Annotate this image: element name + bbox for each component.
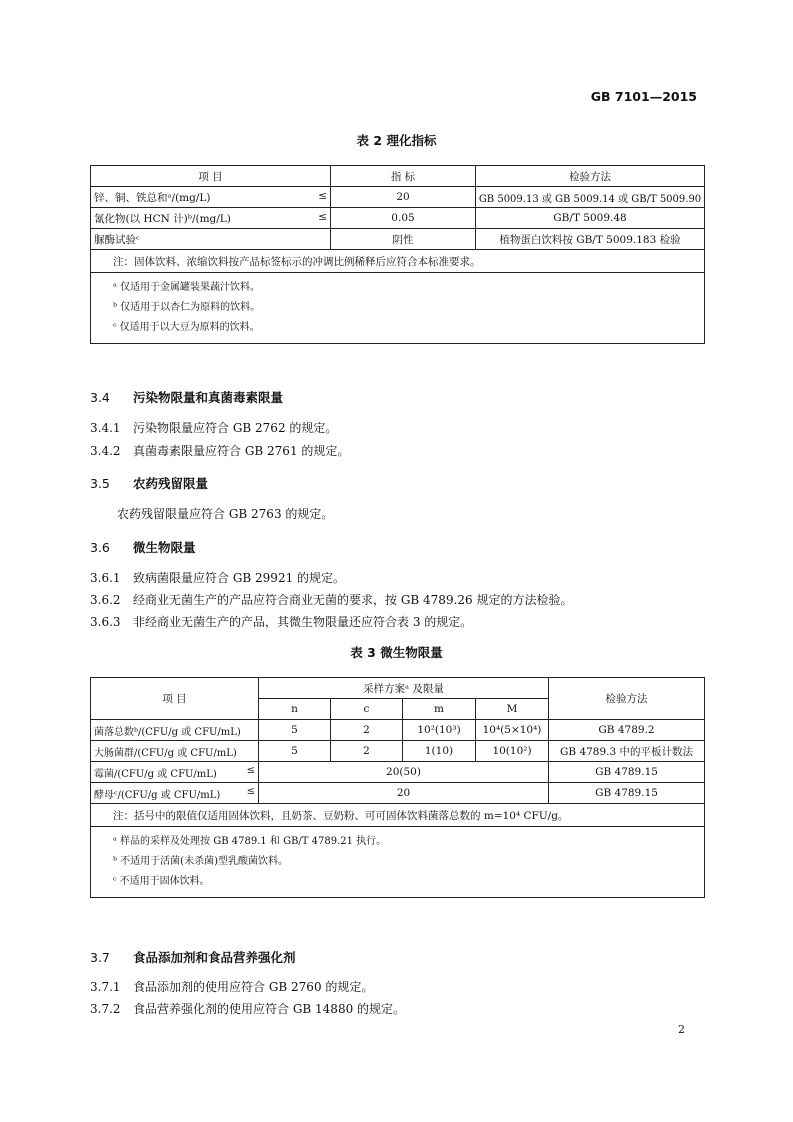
table-row [91,720,705,741]
table-cell-method: GB 5009.13 或 GB 5009.14 或 GB/T 5009.90 [476,187,705,208]
table-cell-method: GB 4789.15 [549,783,705,804]
table2-footnotes-row [91,273,705,344]
standard-code: GB 7101—2015 [590,89,697,104]
section-3-7-1: 3.7.1 食品添加剂的使用应符合 GB 2760 的规定。 [90,980,374,994]
table-cell-c: 2 [331,741,403,762]
section-3-5-heading: 3.5 农药残留限量 [90,476,209,491]
table3-note: 注：括号中的限值仅适用固体饮料，且奶茶、豆奶粉、可可固体饮料菌落总数的 m=10⁴ CFU/g。 [91,804,705,827]
table2-note: 注：固体饮料、浓缩饮料按产品标签标示的冲调比例稀释后应符合本标准要求。 [91,250,705,273]
table-cell-method: GB 4789.2 [549,720,705,741]
table-cell-method: GB 4789.3 中的平板计数法 [549,741,705,762]
table-cell-item: 氰化物(以 HCN 计)ᵇ/(mg/L) ≤ [91,208,331,229]
table-row [91,208,705,229]
section-3-4-2: 3.4.2 真菌毒素限量应符合 GB 2761 的规定。 [90,444,350,458]
table3-footnotes-row [91,827,705,898]
table-cell-item: 脲酶试验ᶜ [91,229,331,250]
table3-caption: 表 3 微生物限量 [350,645,443,660]
table-cell-n: 5 [259,741,331,762]
table-cell-item: 锌、铜、铁总和ᵃ/(mg/L) ≤ [91,187,331,208]
table3 [90,677,705,898]
table3-header-plan: 采样方案ᵃ 及限量 [259,678,549,699]
table-cell-value: 阴性 [331,229,476,250]
section-3-4-1: 3.4.1 污染物限量应符合 GB 2762 的规定。 [90,421,338,435]
table-cell-value: 0.05 [331,208,476,229]
section-3-6-heading: 3.6 微生物限量 [90,540,196,555]
table-cell-M: 10(10²) [476,741,549,762]
table2-header-item: 项 目 [91,166,331,187]
table-row [91,783,705,804]
table3-note-row [91,804,705,827]
footnote-c: ᶜ 仅适用于以大豆为原料的饮料。 [113,322,260,333]
table-cell-item: 菌落总数ᵇ/(CFU/g 或 CFU/mL) [91,720,259,741]
table-cell-method: 植物蛋白饮料按 GB/T 5009.183 检验 [476,229,705,250]
table3-footnotes [91,827,705,898]
table2-header-row [91,166,705,187]
footnote-a: ᵃ 仅适用于金属罐装果蔬汁饮料。 [113,282,261,293]
table-cell-n: 5 [259,720,331,741]
section-3-7-heading: 3.7 食品添加剂和食品营养强化剂 [90,950,296,965]
page-number: 2 [678,1023,685,1036]
table3-header-method: 检验方法 [549,678,705,720]
table3-header-c: c [331,699,403,720]
table3-header-M: M [476,699,549,720]
table-cell-method: GB 4789.15 [549,762,705,783]
table-cell-method: GB/T 5009.48 [476,208,705,229]
table-cell-item: 酵母ᶜ/(CFU/g 或 CFU/mL) ≤ [91,783,259,804]
table3-header-item: 项 目 [91,678,259,720]
table-cell-M: 10⁴(5×10⁴) [476,720,549,741]
table2 [90,165,705,344]
table-cell-c: 2 [331,720,403,741]
table3-header-m: m [403,699,476,720]
table-cell-limit: 20 [259,783,549,804]
table-row [91,741,705,762]
table2-note-row [91,250,705,273]
section-3-6-1: 3.6.1 致病菌限量应符合 GB 29921 的规定。 [90,571,346,585]
table-row [91,229,705,250]
footnote-c: ᶜ 不适用于固体饮料。 [113,876,210,887]
table3-header-n: n [259,699,331,720]
table-cell-value: 20 [331,187,476,208]
section-3-6-3: 3.6.3 非经商业无菌生产的产品，其微生物限量还应符合表 3 的规定。 [90,615,473,629]
table2-header-method: 检验方法 [476,166,705,187]
table-cell-item: 大肠菌群/(CFU/g 或 CFU/mL) [91,741,259,762]
table2-footnotes [91,273,705,344]
table-row [91,762,705,783]
table3-header-row [91,678,705,699]
section-3-6-2: 3.6.2 经商业无菌生产的产品应符合商业无菌的要求，按 GB 4789.26 规定的方法检验。 [90,593,573,607]
footnote-b: ᵇ 仅适用于以杏仁为原料的饮料。 [113,302,261,313]
section-3-7-2: 3.7.2 食品营养强化剂的使用应符合 GB 14880 的规定。 [90,1002,406,1016]
table-row [91,187,705,208]
footnote-b: ᵇ 不适用于活菌(未杀菌)型乳酸菌饮料。 [113,856,288,867]
table2-caption: 表 2 理化指标 [356,133,437,148]
footnote-a: ᵃ 样品的采样及处理按 GB 4789.1 和 GB/T 4789.21 执行。 [113,836,387,847]
table2-header-value: 指 标 [331,166,476,187]
section-3-4-heading: 3.4 污染物限量和真菌毒素限量 [90,390,284,405]
table-cell-limit: 20(50) [259,762,549,783]
table-cell-m: 10²(10³) [403,720,476,741]
table-cell-m: 1(10) [403,741,476,762]
section-3-5-body: 农药残留限量应符合 GB 2763 的规定。 [117,507,334,521]
table-cell-item: 霉菌/(CFU/g 或 CFU/mL) ≤ [91,762,259,783]
